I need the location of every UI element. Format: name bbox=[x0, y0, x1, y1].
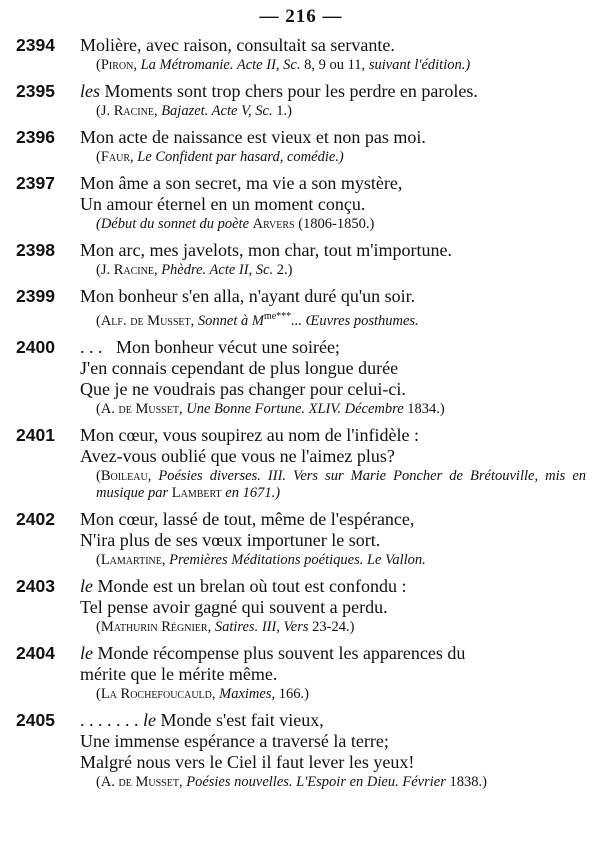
source-work: Satires. III, Vers bbox=[214, 618, 309, 635]
quote-line: Mon cœur, vous soupirez au nom de l'infidèle : bbox=[80, 424, 419, 445]
quote-lead-word: le bbox=[80, 575, 93, 596]
quote-entry bbox=[16, 35, 586, 74]
source-citation: (Alf. de Musset, Sonnet à $M^{me***}$... Œuvres posthumes. bbox=[96, 311, 419, 329]
quote-line: mérite que le mérite même. bbox=[80, 663, 278, 684]
entry-number: 2403 bbox=[16, 575, 55, 596]
entry-number: 2398 bbox=[16, 240, 55, 260]
quote-line bbox=[80, 576, 586, 597]
quote-line: Mon cœur, lassé de tout, même de l'espérance, bbox=[80, 508, 415, 529]
source-location: ... Œuvres posthumes. bbox=[291, 312, 419, 329]
source-citation: (Piron, La Métromanie. Acte II, Sc. 8, 9 ou 11, suivant l'édition.) bbox=[96, 57, 471, 73]
source-citation: (Boileau, Poésies diverses. III. Vers sur Marie Poncher de Brétouville, mis en musique par Lambert en 1671.) bbox=[96, 467, 586, 501]
source-work: Premières Méditations poétiques. Le Vallon. bbox=[169, 551, 426, 568]
page-number-header: — 216 — bbox=[259, 6, 343, 27]
source-work: Poésies nouvelles. L'Espoir en Dieu. Février bbox=[186, 773, 446, 790]
quote-line bbox=[80, 81, 586, 102]
quote-entry bbox=[16, 576, 586, 636]
source-note: suivant l'édition.) bbox=[368, 57, 471, 73]
quote-lead-word: le bbox=[80, 642, 93, 663]
ellipsis-prefix: . . . . . . . bbox=[80, 709, 139, 730]
source-citation: (Faur, Le Confident par hasard, comédie.) bbox=[96, 149, 344, 165]
quote-entry bbox=[16, 173, 586, 233]
quote-line bbox=[80, 710, 586, 731]
entry-number: 2405 bbox=[16, 709, 55, 730]
quote-line: Malgré nous vers le Ciel il faut lever les yeux! bbox=[80, 751, 415, 772]
source-citation: (A. de Musset, Une Bonne Fortune. XLIV. Décembre 1834.) bbox=[96, 400, 445, 417]
source-work: Phèdre. Acte II, Sc. bbox=[161, 262, 274, 278]
source-citation: (A. de Musset, Poésies nouvelles. L'Espoir en Dieu. Février 1838.) bbox=[96, 773, 487, 790]
source-citation: (Lamartine, Premières Méditations poétiques. Le Vallon. bbox=[96, 551, 426, 568]
quote-line: Tel pense avoir gagné qui souvent a perdu. bbox=[80, 596, 388, 617]
source-location: 1.) bbox=[276, 103, 292, 119]
quote-line: J'en connais cependant de plus longue durée bbox=[80, 357, 399, 378]
source-work: Bajazet. Acte V, Sc. bbox=[161, 103, 273, 119]
quote-line: . . . Mon bonheur vécut une soirée; bbox=[80, 336, 340, 357]
source-author: Arvers bbox=[252, 216, 295, 232]
quote-line: Avez-vous oublié que vous ne l'aimez plus? bbox=[80, 445, 395, 466]
quote-entry bbox=[16, 710, 586, 791]
source-author: (Alf. de Musset bbox=[96, 312, 191, 329]
source-work: Le Confident par hasard, comédie.) bbox=[137, 149, 344, 165]
source-citation: (J. Racine, Phèdre. Acte II, Sc. 2.) bbox=[96, 262, 293, 278]
quote-entry bbox=[16, 127, 586, 166]
source-author: (J. Racine bbox=[96, 262, 154, 278]
source-author: Lambert bbox=[171, 484, 222, 501]
source-author: (Lamartine bbox=[96, 551, 162, 568]
quote-line: Mon bonheur s'en alla, n'ayant duré qu'un soir. bbox=[80, 286, 416, 306]
entry-number: 2402 bbox=[16, 508, 55, 529]
source-work: Une Bonne Fortune. XLIV. Décembre bbox=[186, 400, 404, 417]
quote-lead-word: le bbox=[143, 709, 156, 730]
source-work: Sonnet à M bbox=[197, 312, 264, 329]
quote-entry bbox=[16, 286, 586, 330]
quote-entry bbox=[16, 509, 586, 569]
quote-lead-word: les bbox=[80, 81, 100, 101]
source-work: Poésies diverses. III. Vers sur Marie Poncher de Brétouville, mis en musique par bbox=[96, 467, 586, 501]
source-work: (Début du sonnet du poète bbox=[96, 216, 250, 232]
entry-number: 2394 bbox=[16, 35, 55, 55]
quote-line: Un amour éternel en un moment conçu. bbox=[80, 194, 366, 214]
quote-entry bbox=[16, 240, 586, 279]
quote-line: N'ira plus de ses vœux importuner le sort. bbox=[80, 529, 381, 550]
source-author: (La Rochefoucauld bbox=[96, 685, 212, 702]
source-location: en 1671.) bbox=[225, 484, 281, 501]
quote-entry bbox=[16, 81, 586, 120]
quote-entry bbox=[16, 425, 586, 502]
source-author: (Piron bbox=[96, 57, 134, 73]
source-location: 1834.) bbox=[407, 400, 445, 417]
quote-line: Que je ne voudrais pas changer pour celui-ci. bbox=[80, 378, 406, 399]
quote-text: Monde s'est fait vieux, bbox=[160, 709, 324, 730]
quote-entry bbox=[16, 643, 586, 703]
entry-number: 2397 bbox=[16, 173, 55, 193]
entry-number: 2404 bbox=[16, 642, 55, 663]
source-author: (A. de Musset bbox=[96, 400, 179, 417]
quote-entry bbox=[16, 337, 586, 418]
entry-number: 2396 bbox=[16, 127, 55, 147]
source-citation: (J. Racine, Bajazet. Acte V, Sc. 1.) bbox=[96, 103, 292, 119]
entry-number: 2401 bbox=[16, 424, 55, 445]
quote-text: Monde récompense plus souvent les apparences du bbox=[97, 642, 466, 663]
source-author: (A. de Musset bbox=[96, 773, 179, 790]
quote-line: Molière, avec raison, consultait sa servante. bbox=[80, 35, 395, 55]
source-location: 166.) bbox=[278, 685, 309, 702]
source-location: 1838.) bbox=[449, 773, 487, 790]
source-author: (Boileau bbox=[96, 467, 148, 484]
quote-line: Mon arc, mes javelots, mon char, tout m'importune. bbox=[80, 240, 452, 260]
quote-line: Une immense espérance a traversé la terre; bbox=[80, 730, 389, 751]
quote-text: Monde est un brelan où tout est confondu : bbox=[97, 575, 407, 596]
source-superscript: me*** bbox=[263, 311, 292, 322]
source-location: 8, 9 ou 11, bbox=[304, 57, 366, 73]
entry-number: 2395 bbox=[16, 81, 55, 101]
quote-line bbox=[80, 643, 586, 664]
source-location: (1806-1850.) bbox=[298, 216, 375, 232]
source-author: (Faur bbox=[96, 149, 131, 165]
source-work: Maximes, bbox=[219, 685, 276, 702]
source-author: (Mathurin Régnier bbox=[96, 618, 208, 635]
entry-number: 2399 bbox=[16, 286, 55, 306]
source-location: 23-24.) bbox=[312, 618, 355, 635]
source-citation: (Mathurin Régnier, Satires. III, Vers 23-24.) bbox=[96, 618, 355, 635]
quote-line: Mon acte de naissance est vieux et non pas moi. bbox=[80, 127, 426, 147]
quote-text: Moments sont trop chers pour les perdre en paroles. bbox=[104, 81, 478, 101]
source-location: 2.) bbox=[276, 262, 293, 278]
quote-line: Mon âme a son secret, ma vie a son mystère, bbox=[80, 173, 403, 193]
source-citation bbox=[80, 216, 586, 233]
source-author: (J. Racine bbox=[96, 103, 154, 119]
source-citation: (La Rochefoucauld, Maximes, 166.) bbox=[96, 685, 309, 702]
entry-number: 2400 bbox=[16, 336, 55, 357]
source-work: La Métromanie. Acte II, Sc. bbox=[140, 57, 301, 73]
